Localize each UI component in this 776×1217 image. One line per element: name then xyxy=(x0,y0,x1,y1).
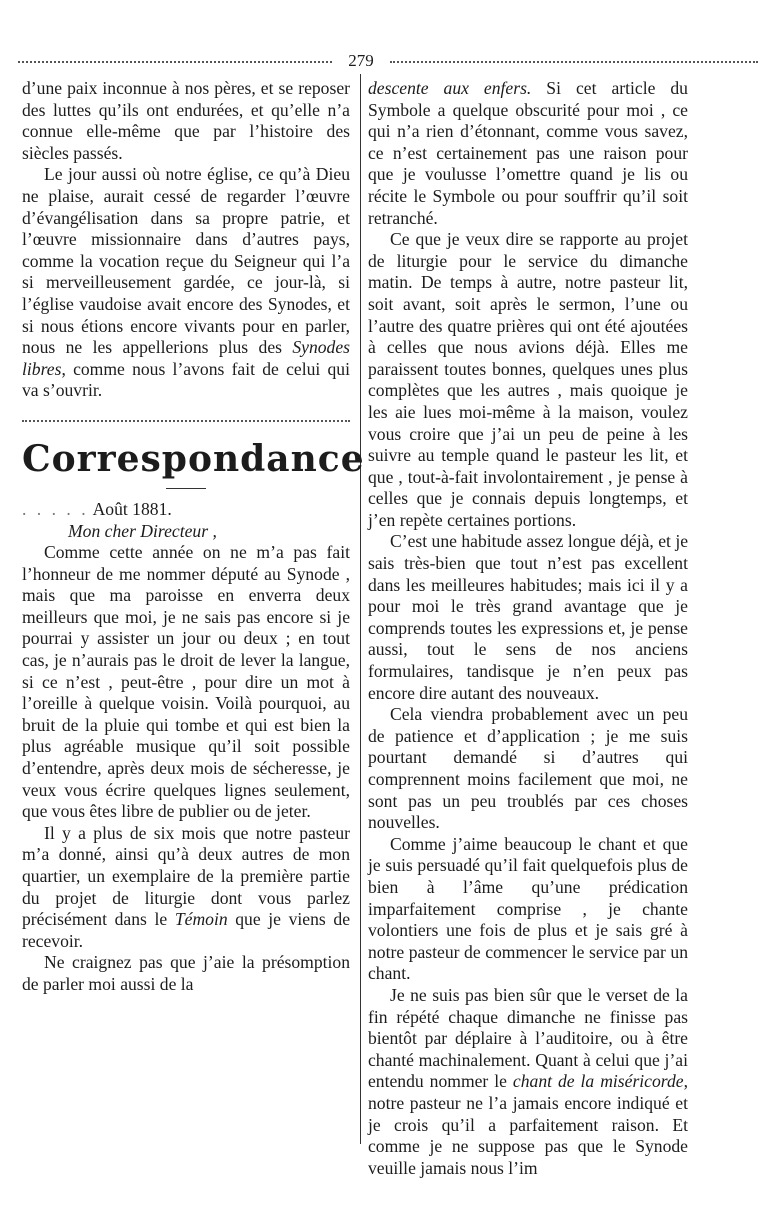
letter-date xyxy=(22,499,350,521)
italic-text: chant de la miséricorde xyxy=(512,1071,684,1092)
header-rule-right xyxy=(390,61,758,63)
paragraph: d’une paix inconnue à nos pères, et se reposer des luttes qu’ils ont endurées, et qu’elle n’a connue elle-même que par l’histoire des siècles passés. xyxy=(22,78,350,163)
text-run: , comme nous l’avons fait de celui qui va s’ouvrir. xyxy=(22,358,350,401)
right-column xyxy=(368,78,688,1179)
text-run: , notre pasteur ne l’a jamais encore indiqué et je crois qu’il a parfaitement raison. Et comme je ne suppose pas que le Synode veuille jamais nous l’im xyxy=(368,1071,688,1178)
text-run: Je ne suis pas bien sûr que le verset de la fin répété chaque dimanche ne finisse pas bientôt par déplaire à l’auditoire, ou à être chanté machinalement. Quant à celui que j’ai entendu nommer le xyxy=(368,984,688,1092)
text-run: Il y a plus de six mois que notre pasteur m’a donné, ainsi qu’à deux autres de mon quartier, un exemplaire de la première partie du projet de liturgie dont vous parlez précisément dans le xyxy=(22,822,350,930)
page-number: 279 xyxy=(348,51,374,70)
paragraph xyxy=(22,164,350,402)
paragraph: Ce que je veux dire se rapporte au projet de liturgie pour le service du dimanche matin. De temps à autre, notre pasteur lit, soit avant, soit après le sermon, l’une ou l’autre des quatre prières qui ont été ajoutées à celles que nous avions déjà. Elles me paraissent toutes bonnes, quelques unes plus complètes que les autres , mais quoique je les aie lues moi-même à la maison, voulez vous croire que j’ai un peu de peine à les suivre au temple quand le pasteur les lit, et que , tout-à-fait involontairement , je pense à celles que je connais depuis longtemps, et j’en repète certaines portions. xyxy=(368,229,688,530)
paragraph xyxy=(22,823,350,953)
date-dots: . . . . . xyxy=(22,498,89,519)
page-header xyxy=(18,50,758,74)
italic-text: Témoin xyxy=(174,909,228,930)
italic-text: descente aux enfers. xyxy=(368,78,532,98)
paragraph xyxy=(368,985,688,1179)
date-text: Août 1881. xyxy=(92,498,172,519)
text-run: Le jour aussi où notre église, ce qu’à Dieu ne plaise, aurait cessé de regarder l’œuvre d’évangélisation dans sa propre patrie, et l’œuvre missionnaire dans d’autres pays, comme la vocation reçue du Seigneur qui l’a si merveilleusement gardée, ce jour-là, si l’église vaudoise avait encore des Synodes, et si nous étions encore vivants pour en parler, nous ne les appellerions plus des xyxy=(22,164,350,358)
salutation: Mon cher Directeur , xyxy=(68,520,217,541)
text-run: Si cet article du Symbole a quelque obscurité pour moi , ce qui n’a rien d’étonnant, comme vous savez, ce n’est certainement pas une raison pour que je voulusse l’omettre quand je lis ou récite le Symbole ou pour souffrir qu’il soit retranché. xyxy=(368,78,688,228)
paragraph: Comme cette année on ne m’a pas fait l’honneur de me nommer député au Synode , mais que ma paroisse en enverra deux meilleurs que moi, je ne sais pas encore si je pourrai y assister un jour ou deux ; en tout cas, je n’aurais pas le droit de lever la langue, si ce n’est , peut-être , pour dire un mot à l’oreille à quelque voisin. Voilà pourquoi, au bruit de la pluie qui tombe et qui est bien la plus agréable musique qu’il soit possible d’entendre, après deux mois de sécheresse, je veux vous écrire quelques lignes seulement, que vous êtes libre de publier ou de jeter. xyxy=(22,542,350,822)
paragraph: Cela viendra probablement avec un peu de patience et d’application ; je me suis pourtant demandé si d’autres qui comprennent moins facilement que moi, ne sont pas un peu troublés par ces choses nouvelles. xyxy=(368,704,688,833)
column-divider xyxy=(360,74,361,1144)
section-title: Correspondance xyxy=(22,437,365,480)
section-rule xyxy=(22,420,350,422)
paragraph: C’est une habitude assez longue déjà, et je sais très-bien que tout n’est pas excellent dans les meilleures habitudes; mais ici il y a pour moi le très grand avantage que je comprends toutes les expressions et, je pense aussi, tout le sens de nos anciens formulaires, tandisque je n’en peux pas encore dire autant des nouveaux. xyxy=(368,531,689,703)
paragraph: Ne craignez pas que j’aie la présomption de parler moi aussi de la xyxy=(22,952,350,994)
header-rule-left xyxy=(18,61,332,63)
left-column xyxy=(22,78,365,996)
paragraph xyxy=(368,78,688,229)
text-run: que je viens de recevoir. xyxy=(22,909,350,951)
italic-text: Synodes libres xyxy=(22,337,350,379)
title-dash xyxy=(166,488,206,489)
paragraph: Comme j’aime beaucoup le chant et que je suis persuadé qu’il fait quelquefois plus de bien à l’âme qu’une prédication imparfaitement comprise , je chante volontiers une fois de plus et je sais gré à notre pasteur de commencer le service par un chant. xyxy=(368,833,688,984)
